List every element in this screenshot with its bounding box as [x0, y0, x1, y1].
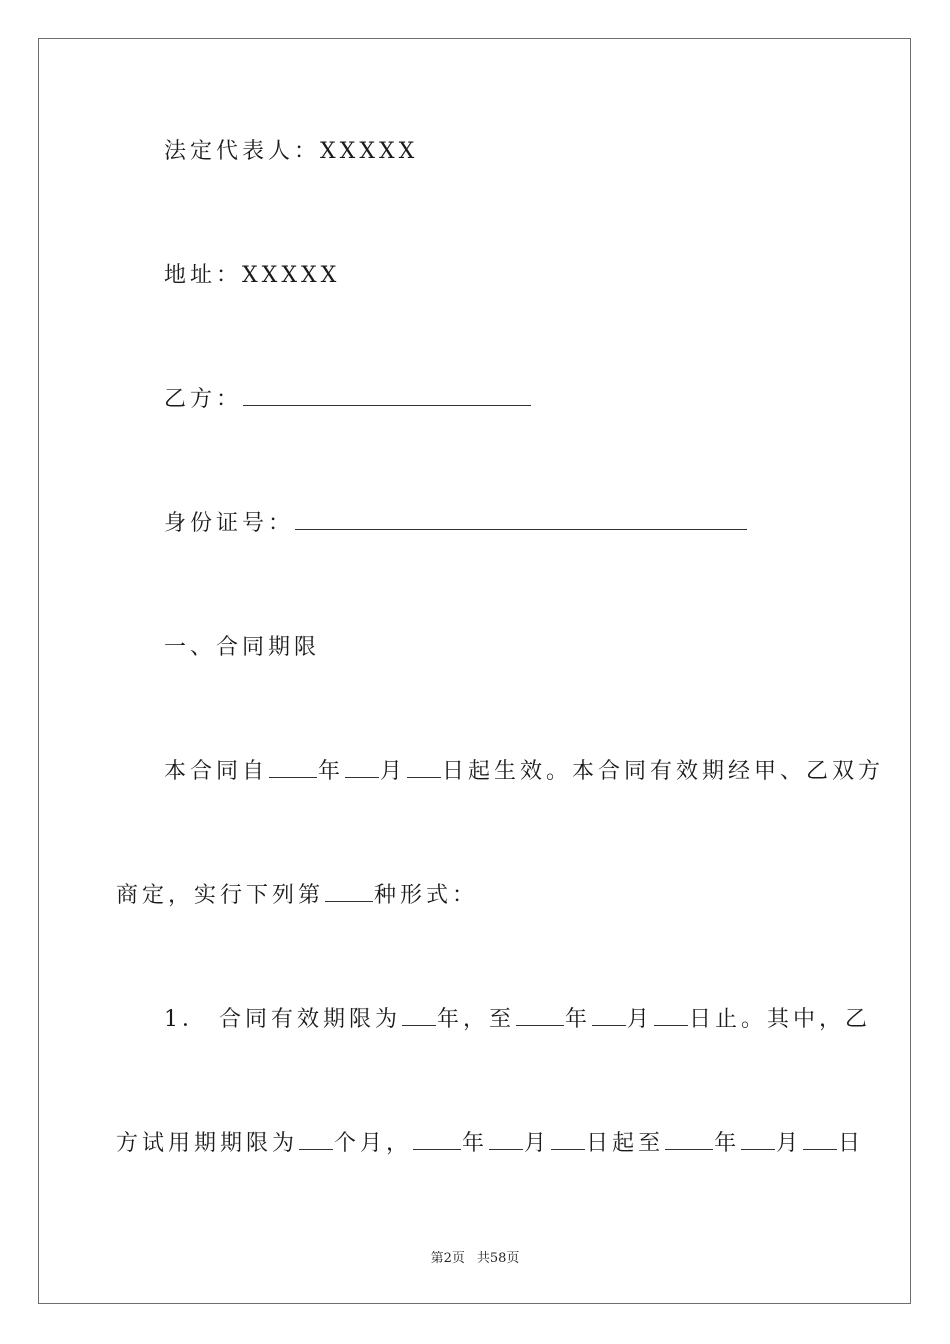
section-heading	[164, 633, 320, 663]
text-fragment: 种形式：	[374, 883, 479, 908]
probation-months-blank	[299, 1129, 333, 1150]
day-blank	[407, 757, 441, 778]
year-blank	[269, 757, 317, 778]
id-number-label: 身份证号：	[164, 511, 295, 536]
text-fragment: 月	[776, 1131, 803, 1156]
address-line	[164, 261, 340, 291]
party-b-label: 乙方：	[164, 387, 243, 412]
text-fragment: 日起生效。本合同有效期经甲、乙双方	[442, 759, 885, 784]
legal-representative-line	[164, 137, 418, 167]
start-day-blank	[551, 1129, 585, 1150]
text-fragment: 年	[714, 1131, 741, 1156]
party-b-line	[164, 385, 532, 415]
text-fragment: 年，至	[437, 1007, 516, 1032]
end-day-blank	[654, 1005, 688, 1026]
text-fragment: 日	[838, 1131, 865, 1156]
paragraph-line-2	[116, 881, 478, 911]
until-month-blank	[741, 1129, 775, 1150]
until-year-blank	[665, 1129, 713, 1150]
text-fragment: 月	[627, 1007, 654, 1032]
text-fragment: 年	[462, 1131, 489, 1156]
text-fragment: 方试用期期限为	[116, 1131, 299, 1156]
paragraph-line-1	[164, 757, 884, 787]
start-year-blank	[413, 1129, 461, 1150]
start-month-blank	[489, 1129, 523, 1150]
text-fragment: 年	[318, 759, 345, 784]
id-number-blank	[295, 509, 747, 530]
text-fragment: 1． 合同有效期限为	[164, 1007, 401, 1032]
id-number-line	[164, 509, 748, 539]
text-fragment: 日起至	[586, 1131, 665, 1156]
text-fragment: 个月，	[334, 1131, 413, 1156]
month-blank	[345, 757, 379, 778]
address-text: 地址：XXXXX	[164, 263, 341, 288]
text-fragment: 日止。其中，乙	[689, 1007, 872, 1032]
text-fragment: 本合同自	[164, 759, 269, 784]
page-border	[38, 38, 911, 1304]
end-year-blank	[516, 1005, 564, 1026]
party-b-blank	[243, 385, 531, 406]
paragraph-line-3	[164, 1005, 871, 1035]
page-total: 共58页	[476, 1251, 520, 1266]
text-fragment: 月	[380, 759, 407, 784]
end-month-blank	[592, 1005, 626, 1026]
form-number-blank	[325, 881, 373, 902]
paragraph-line-4	[116, 1129, 864, 1159]
legal-representative-text: 法定代表人：XXXXX	[164, 139, 419, 164]
section-heading-text: 一、合同期限	[164, 635, 321, 660]
years-blank	[402, 1005, 436, 1026]
text-fragment: 年	[565, 1007, 592, 1032]
page-footer	[0, 1247, 950, 1266]
page-number: 第2页	[430, 1251, 465, 1266]
text-fragment: 月	[524, 1131, 551, 1156]
until-day-blank	[803, 1129, 837, 1150]
text-fragment: 商定，实行下列第	[116, 883, 325, 908]
